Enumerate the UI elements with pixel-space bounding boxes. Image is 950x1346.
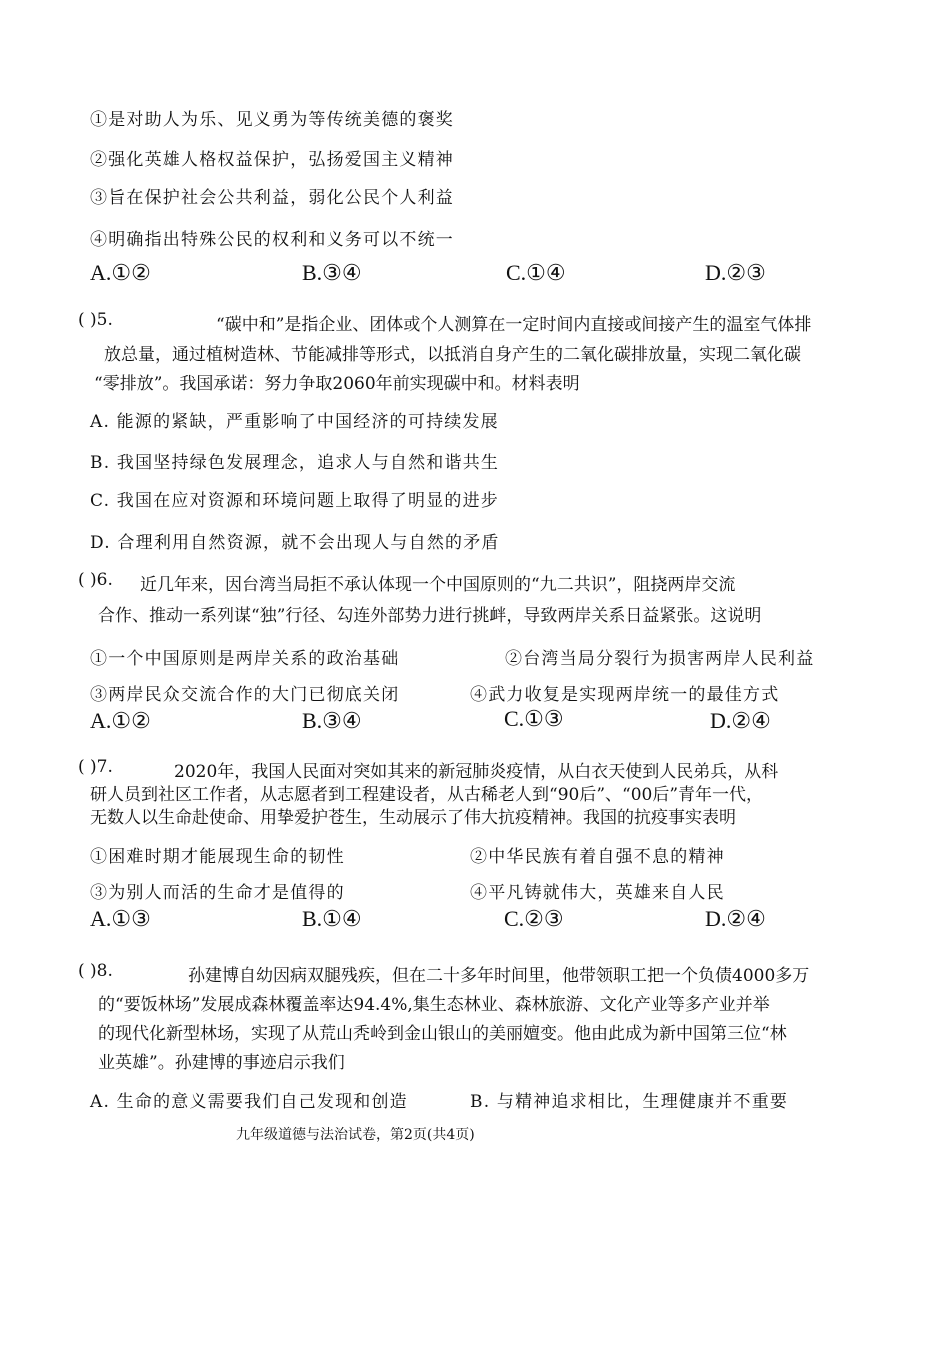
- q7-option-2: ②中华民族有着自强不息的精神: [470, 847, 725, 867]
- q6-option-1: ①一个中国原则是两岸关系的政治基础: [90, 649, 400, 669]
- q4-answer-b: B.③④: [302, 260, 362, 285]
- q7-answer-b: B.①④: [302, 906, 362, 931]
- q6-answer-a: A.①②: [90, 708, 151, 733]
- q4-option-4: ④明确指出特殊公民的权利和义务可以不统一: [90, 230, 454, 250]
- q8-choice-a: A. 生命的意义需要我们自己发现和创造: [90, 1092, 408, 1112]
- q7-number: ( )7.: [78, 757, 113, 777]
- q5-stem-line-2: 放总量，通过植树造林、节能减排等形式，以抵消自身产生的二氧化碳排放量，实现二氧化碳: [104, 345, 801, 365]
- q7-option-3: ③为别人而活的生命才是值得的: [90, 883, 345, 903]
- q6-option-3: ③两岸民众交流合作的大门已彻底关闭: [90, 685, 400, 705]
- q5-choice-b: B. 我国坚持绿色发展理念，追求人与自然和谐共生: [90, 453, 500, 473]
- q6-answer-b: B.③④: [302, 708, 362, 733]
- q6-number: ( )6.: [78, 570, 113, 590]
- q8-choice-b: B. 与精神追求相比，生理健康并不重要: [470, 1092, 789, 1112]
- q7-answer-c: C.②③: [504, 906, 564, 931]
- q4-option-1: ①是对助人为乐、见义勇为等传统美德的褒奖: [90, 110, 454, 130]
- q8-number: ( )8.: [78, 961, 113, 981]
- q5-choice-d: D. 合理利用自然资源，就不会出现人与自然的矛盾: [90, 533, 500, 553]
- q7-stem-line-1: 2020年，我国人民面对突如其来的新冠肺炎疫情，从白衣天使到人民弟兵，从科: [174, 762, 779, 782]
- q8-stem-line-2: 的“要饭林场”发展成森林覆盖率达94.4%,集生态林业、森林旅游、文化产业等多产业并举: [98, 995, 770, 1015]
- q8-stem-line-1: 孙建博自幼因病双腿残疾，但在二十多年时间里，他带领职工把一个负债4000多万: [188, 966, 810, 986]
- q5-stem-line-1: “碳中和”是指企业、团体或个人测算在一定时间内直接或间接产生的温室气体排: [216, 315, 812, 335]
- q8-stem-line-3: 的现代化新型林场，实现了从荒山秃岭到金山银山的美丽嬗变。他由此成为新中国第三位“林: [98, 1024, 787, 1044]
- q6-stem-line-2: 合作、推动一系列谋“独”行径、勾连外部势力进行挑衅，导致两岸关系日益紧张。这说明: [98, 606, 762, 626]
- q7-option-4: ④平凡铸就伟大，英雄来自人民: [470, 883, 725, 903]
- q7-option-1: ①困难时期才能展现生命的韧性: [90, 847, 345, 867]
- q7-answer-a: A.①③: [90, 906, 151, 931]
- q4-answer-d: D.②③: [705, 260, 766, 285]
- q6-stem-line-1: 近几年来，因台湾当局拒不承认体现一个中国原则的“九二共识”，阻挠两岸交流: [140, 575, 736, 595]
- q5-choice-a: A. 能源的紧缺，严重影响了中国经济的可持续发展: [90, 412, 499, 432]
- q6-answer-d: D.②④: [710, 708, 771, 733]
- q6-answer-c: C.①③: [504, 706, 564, 731]
- page-footer: 九年级道德与法治试卷，第2页(共4页): [236, 1127, 475, 1143]
- q5-number: ( )5.: [78, 310, 113, 330]
- q6-option-4: ④武力收复是实现两岸统一的最佳方式: [470, 685, 780, 705]
- q7-stem-line-3: 无数人以生命赴使命、用挚爱护苍生，生动展示了伟大抗疫精神。我国的抗疫事实表明: [90, 808, 736, 828]
- q4-answer-c: C.①④: [506, 260, 566, 285]
- q4-option-3: ③旨在保护社会公共利益，弱化公民个人利益: [90, 188, 454, 208]
- q5-stem-line-3: “零排放”。我国承诺：努力争取2060年前实现碳中和。材料表明: [94, 374, 580, 394]
- q7-stem-line-2: 研人员到社区工作者，从志愿者到工程建设者，从古稀老人到“90后”、“00后”青年一代，: [90, 785, 764, 805]
- q6-option-2: ②台湾当局分裂行为损害两岸人民利益: [505, 649, 815, 669]
- q4-answer-a: A.①②: [90, 260, 151, 285]
- q5-choice-c: C. 我国在应对资源和环境问题上取得了明显的进步: [90, 491, 500, 511]
- q8-stem-line-4: 业英雄”。孙建博的事迹启示我们: [98, 1053, 345, 1073]
- q4-option-2: ②强化英雄人格权益保护，弘扬爱国主义精神: [90, 150, 454, 170]
- q7-answer-d: D.②④: [705, 906, 766, 931]
